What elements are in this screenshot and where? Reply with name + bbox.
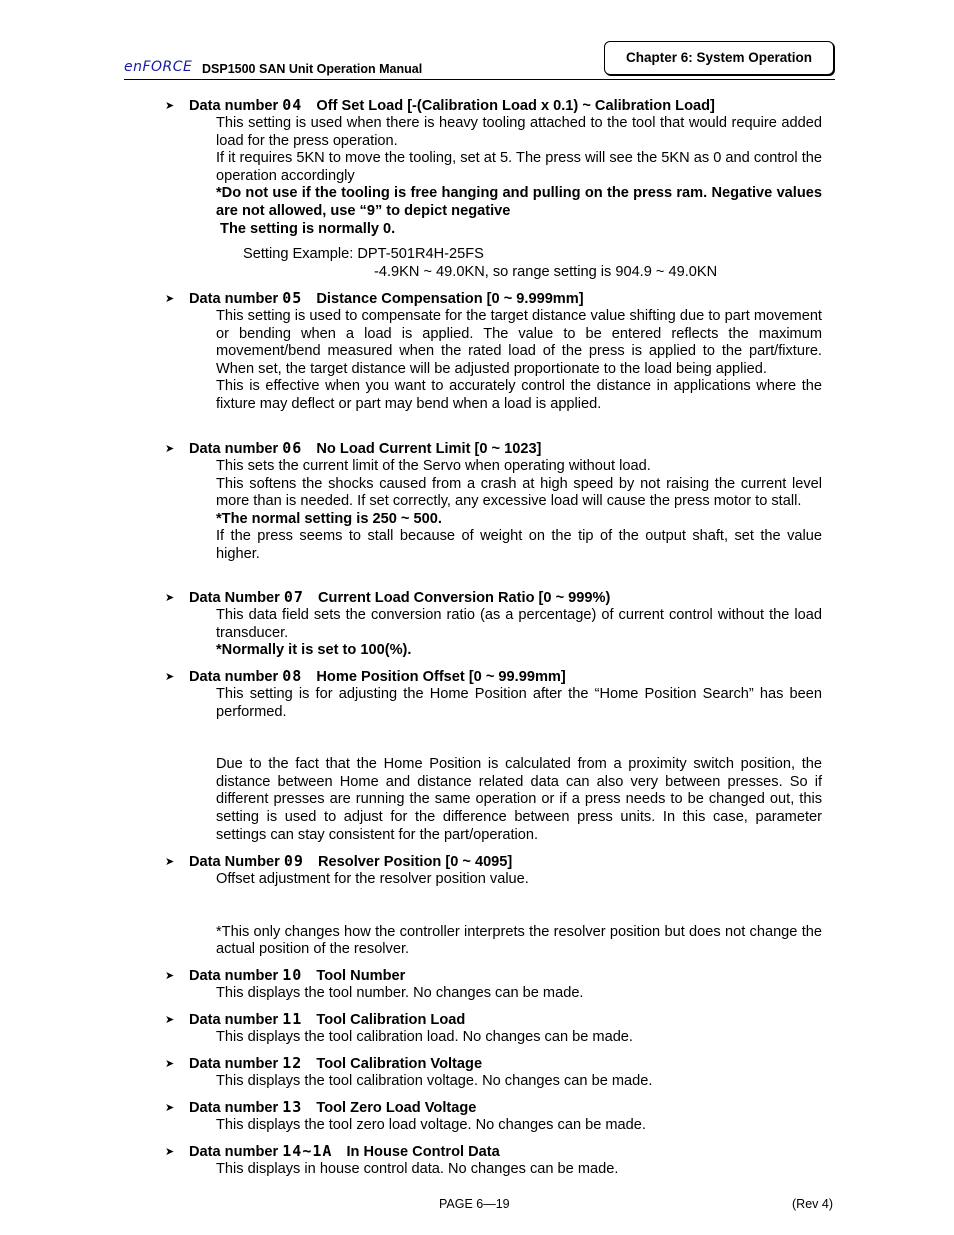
item-heading [165,1099,825,1117]
item-body [216,1029,822,1047]
paragraph: This displays the tool zero load voltage. No changes can be made. [216,1117,646,1133]
arrow-bullet-icon: ➤ [165,100,175,112]
arrow-bullet-icon: ➤ [165,592,175,604]
item-label: Data number [189,1012,279,1028]
data-item-05 [165,290,825,414]
data-item-04 [165,97,825,238]
header-rule [124,79,835,80]
item-title: In House Control Data [346,1144,500,1160]
item-title: Tool Calibration Load [316,1012,466,1028]
item-number: 13 [282,1098,303,1116]
item-title: Tool Calibration Voltage [316,1056,483,1072]
document-title: DSP1500 SAN Unit Operation Manual [202,62,423,76]
paragraph: If the press seems to stall because of weight on the tip of the output shaft, set the value higher. [216,528,822,562]
paragraph: This data field sets the conversion ratio (as a percentage) of current control without the load transducer. [216,607,822,641]
paragraph: This setting is for adjusting the Home Position after the “Home Position Search” has been performed. [216,686,822,720]
item-label: Data Number [189,590,280,606]
item-number: 09 [283,852,304,870]
item-number: 14~1A [282,1142,333,1160]
item-heading [165,440,825,458]
normal-setting-note: The setting is normally 0. [216,220,396,237]
data-item-11 [165,1011,825,1047]
arrow-bullet-icon: ➤ [165,1058,175,1070]
item-title: Home Position Offset [0 ~ 99.99mm] [316,669,566,685]
item-number: 04 [282,96,303,114]
item-heading [165,589,825,607]
item-number: 06 [282,439,303,457]
item-body [216,115,822,238]
paragraph: This displays in house control data. No changes can be made. [216,1161,619,1177]
paragraph: If it requires 5KN to move the tooling, set at 5. The press will see the 5KN as 0 and control the operation accordingly [216,150,822,184]
paragraph: This sets the current limit of the Servo when operating without load. [216,458,651,474]
item-heading [165,290,825,308]
item-title: Resolver Position [0 ~ 4095] [318,854,513,870]
item-heading [165,1143,825,1161]
item-label: Data number [189,1100,279,1116]
item-number: 07 [283,588,304,606]
data-item-08 [165,668,825,844]
data-item-07 [165,589,825,660]
item-number: 05 [282,289,303,307]
item-body [216,1117,822,1135]
item-heading [165,1055,825,1073]
revision-label: (Rev 4) [792,1197,833,1211]
item-label: Data number [189,1144,279,1160]
item-heading [165,97,825,115]
item-body [216,1161,822,1179]
item-body [216,985,822,1003]
paragraph: This displays the tool calibration voltage. No changes can be made. [216,1073,653,1089]
paragraph: This setting is used when there is heavy tooling attached to the tool that would require added load for the press operation. [216,115,822,149]
data-item-06 [165,440,825,564]
item-title: Tool Zero Load Voltage [316,1100,477,1116]
arrow-bullet-icon: ➤ [165,970,175,982]
enforce-logo: enFORCE [124,59,193,75]
page-number: PAGE 6―19 [439,1197,510,1211]
paragraph: This displays the tool number. No changes can be made. [216,985,584,1001]
item-number: 11 [282,1010,303,1028]
paragraph: This is effective when you want to accurately control the distance in applications where the fixture may deflect or part may bend when a load is applied. [216,378,822,412]
example-line: Setting Example: DPT-501R4H-25FS [243,246,484,262]
data-item-13 [165,1099,825,1135]
item-label: Data number [189,1056,279,1072]
item-label: Data number [189,291,279,307]
data-item-12 [165,1055,825,1091]
item-label: Data Number [189,854,280,870]
item-heading [165,853,825,871]
warning-note: *Do not use if the tooling is free hanging and pulling on the press ram. Negative values are not allowed, use “9” to depict negative [216,185,822,219]
item-heading [165,967,825,985]
data-item-09 [165,853,825,959]
item-body [216,871,822,959]
item-title: Off Set Load [-(Calibration Load x 0.1) ~ Calibration Load] [316,98,715,114]
item-label: Data number [189,669,279,685]
paragraph: This displays the tool calibration load. No changes can be made. [216,1029,633,1045]
example-range: -4.9KN ~ 49.0KN, so range setting is 904.9 ~ 49.0KN [374,263,718,280]
item-label: Data number [189,968,279,984]
item-title: Tool Number [316,968,406,984]
item-body [216,458,822,564]
item-body [216,686,822,844]
item-title: Current Load Conversion Ratio [0 ~ 999%) [318,590,611,606]
data-item-14-1a [165,1143,825,1179]
paragraph: Due to the fact that the Home Position is calculated from a proximity switch position, the distance between Home and distance related data can also very between presses. So if different presses are running the same operation or if a press needs to be changed out, this setting is used to adjust for the difference between press units. In this case, parameter settings can stay consistent for the part/operation. [216,756,822,843]
item-label: Data number [189,441,279,457]
arrow-bullet-icon: ➤ [165,443,175,455]
item-number: 12 [282,1054,303,1072]
item-heading [165,668,825,686]
arrow-bullet-icon: ➤ [165,856,175,868]
item-heading [165,1011,825,1029]
paragraph: Offset adjustment for the resolver position value. [216,871,529,887]
setting-example [243,246,763,281]
paragraph: This softens the shocks caused from a crash at high speed by not raising the current level more than is needed. If set correctly, any excessive load will cause the press motor to stall. [216,475,822,510]
data-item-10 [165,967,825,1003]
item-number: 08 [282,667,303,685]
item-label: Data number [189,98,279,114]
chapter-label: Chapter 6: System Operation [604,41,834,75]
paragraph: *This only changes how the controller interprets the resolver position but does not change the actual position of the resolver. [216,923,822,958]
arrow-bullet-icon: ➤ [165,1102,175,1114]
item-number: 10 [282,966,303,984]
normal-setting-note: *The normal setting is 250 ~ 500. [216,510,442,527]
item-body [216,1073,822,1091]
arrow-bullet-icon: ➤ [165,1014,175,1026]
item-body [216,308,822,414]
item-title: No Load Current Limit [0 ~ 1023] [316,441,542,457]
paragraph: This setting is used to compensate for the target distance value shifting due to part movement or bending when a load is applied. The value to be entered reflects the maximum movement/bend measured when the rated load of the press is applied to the part/fixture. When set, the target distance will be adjusted proportionate to the load being applied. [216,308,822,377]
normal-setting-note: *Normally it is set to 100(%). [216,642,412,659]
arrow-bullet-icon: ➤ [165,1146,175,1158]
item-body [216,607,822,660]
item-title: Distance Compensation [0 ~ 9.999mm] [316,291,584,307]
arrow-bullet-icon: ➤ [165,671,175,683]
arrow-bullet-icon: ➤ [165,293,175,305]
